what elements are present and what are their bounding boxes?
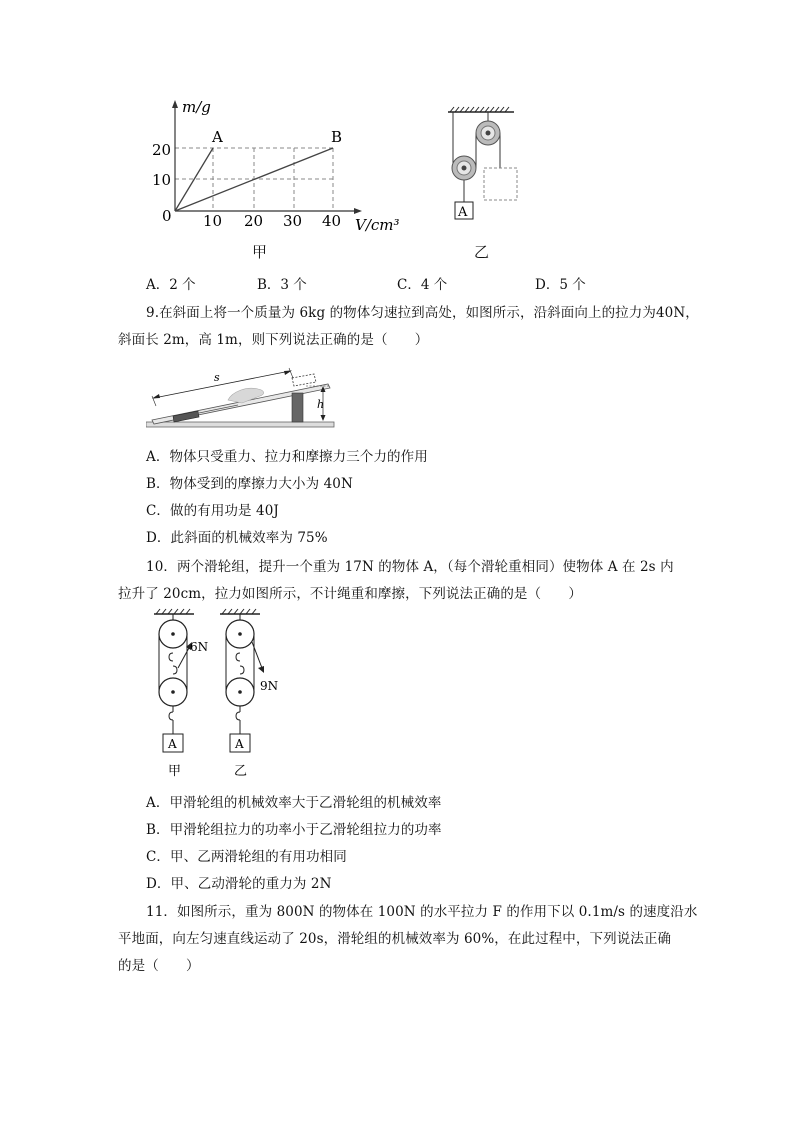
q11-stem-line1: 11．如图所示，重为 800N 的物体在 100N 的水平拉力 F 的作用下以 0.1m/s 的速度沿水 [146, 904, 698, 920]
graph-y-tick: 0 [162, 207, 172, 225]
q9-stem-line2: 斜面长 2m，高 1m，则下列说法正确的是（ ） [118, 332, 429, 348]
q8-option-d: D．5 个 [535, 277, 586, 293]
yi-block-label: A [235, 737, 244, 751]
graph-x-tick: 10 [203, 212, 223, 230]
pulley-block-label: A [458, 205, 468, 220]
incline-length-label: s [214, 371, 220, 384]
q9-option-b: B．物体受到的摩擦力大小为 40N [146, 476, 353, 492]
q9-option-a: A．物体只受重力、拉力和摩擦力三个力的作用 [146, 449, 428, 465]
q10-option-c: C．甲、乙两滑轮组的有用功相同 [146, 849, 347, 865]
graph-y-tick: 20 [152, 141, 172, 159]
figure-jia-caption: 甲 [252, 243, 268, 261]
pulley-figure-yi [442, 104, 522, 224]
q11-stem-line3: 的是（ ） [118, 958, 200, 974]
pulley-groups-figure [148, 606, 298, 780]
q10-option-b: B．甲滑轮组拉力的功率小于乙滑轮组拉力的功率 [146, 822, 442, 838]
graph-x-tick: 40 [322, 212, 342, 230]
incline-height-label: h [317, 398, 325, 411]
q10-stem-line2: 拉升了 20cm，拉力如图所示，不计绳重和摩擦，下列说法正确的是（ ） [118, 586, 582, 602]
jia-caption: 甲 [168, 764, 182, 779]
q9-option-d: D．此斜面的机械效率为 75% [146, 530, 328, 546]
incline-figure [146, 356, 336, 436]
graph-x-tick: 20 [244, 212, 264, 230]
q9-option-c: C．做的有用功是 40J [146, 503, 279, 519]
line-a-label: A [212, 128, 223, 146]
yi-caption: 乙 [234, 764, 248, 779]
mass-volume-graph [150, 95, 410, 240]
figure-yi-caption: 乙 [474, 243, 490, 261]
q8-option-a: A．2 个 [146, 277, 196, 293]
line-b-label: B [331, 128, 343, 146]
q10-stem-line1: 10．两个滑轮组，提升一个重为 17N 的物体 A，（每个滑轮重相同）使物体 A 在 2s 内 [146, 559, 674, 575]
q8-option-c: C．4 个 [397, 277, 448, 293]
graph-y-axis-label: m/g [182, 98, 211, 116]
jia-block-label: A [168, 737, 177, 751]
q8-option-b: B．3 个 [257, 277, 307, 293]
yi-force-label: 9N [260, 679, 279, 693]
graph-x-axis-label: V/cm³ [355, 216, 400, 234]
graph-y-tick: 10 [152, 171, 172, 189]
q11-stem-line2: 平地面，向左匀速直线运动了 20s，滑轮组的机械效率为 60%，在此过程中，下列说法正确 [118, 931, 672, 947]
q9-stem-line1: 9.在斜面上将一个质量为 6kg 的物体匀速拉到高处，如图所示，沿斜面向上的拉力为40N， [146, 305, 699, 321]
q10-option-d: D．甲、乙动滑轮的重力为 2N [146, 876, 332, 892]
jia-force-label: 6N [190, 640, 209, 654]
graph-x-tick: 30 [283, 212, 303, 230]
q10-option-a: A．甲滑轮组的机械效率大于乙滑轮组的机械效率 [146, 795, 442, 811]
